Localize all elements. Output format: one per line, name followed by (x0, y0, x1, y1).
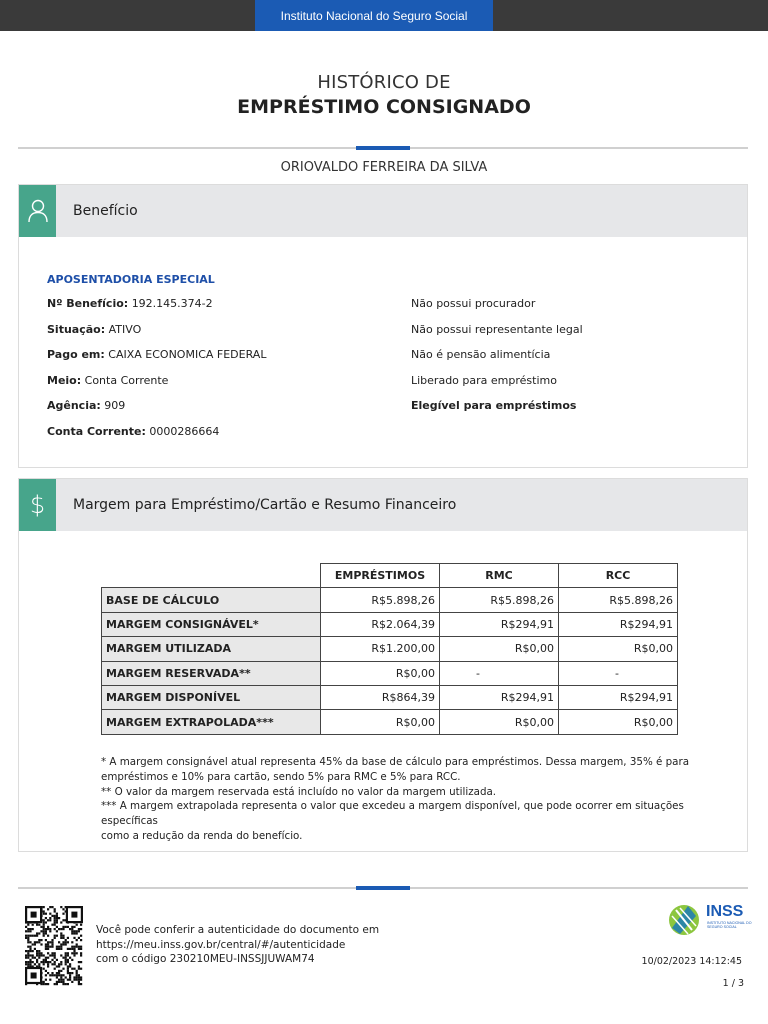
table-row (102, 710, 678, 734)
table-row (102, 685, 678, 709)
beneficio-card-header (19, 185, 747, 237)
field-label: Pago em: (47, 348, 105, 362)
column-header: RMC (440, 564, 559, 588)
cell-emprestimos: R$0,00 (321, 661, 440, 685)
cell-emprestimos: R$864,39 (321, 685, 440, 709)
benefit-details-left (47, 297, 266, 451)
note-line: * A margem consignável atual representa 45% da base de cálculo para empréstimos. Dessa margem, 35% é para (101, 756, 690, 768)
margem-card (18, 478, 748, 852)
cell-rcc: R$0,00 (559, 710, 678, 734)
field-value: 909 (104, 399, 126, 413)
row-label: MARGEM DISPONÍVEL (102, 685, 321, 709)
note-line: empréstimos e 10% para cartão, sendo 5% para RMC e 5% para RCC. (101, 770, 461, 783)
cell-emprestimos: R$1.200,00 (321, 637, 440, 661)
beneficiary-name: ORIOVALDO FERREIRA DA SILVA (280, 160, 488, 175)
field-pago-em (47, 348, 266, 374)
field-value: Conta Corrente (84, 373, 169, 387)
field-numero-beneficio (47, 297, 266, 323)
logo-subtext: INSTITUTO NACIONAL DO SEGURO SOCIAL (707, 921, 752, 930)
cell-emprestimos: R$2.064,39 (321, 612, 440, 636)
page-number: 1 / 3 (722, 978, 744, 989)
margin-table (101, 563, 678, 735)
field-label: Situação: (47, 322, 106, 336)
row-label: MARGEM EXTRAPOLADA*** (102, 710, 321, 734)
status-pensao: Não é pensão alimentícia (411, 348, 551, 362)
institution-banner (255, 0, 493, 31)
authenticity-info (96, 923, 379, 967)
cell-emprestimos: R$5.898,26 (321, 588, 440, 612)
footer-divider-accent (356, 886, 410, 890)
cell-rcc: R$294,91 (559, 612, 678, 636)
person-icon (19, 185, 56, 237)
note-line: ** O valor da margem reservada está incluído no valor da margem utilizada. (101, 785, 497, 798)
field-value: 0000286664 (149, 424, 220, 438)
field-value: 192.145.374-2 (131, 297, 213, 310)
issue-timestamp: 10/02/2023 14:12:45 (641, 956, 742, 967)
column-header: RCC (559, 564, 678, 588)
row-label: MARGEM UTILIZADA (102, 637, 321, 661)
row-label: MARGEM CONSIGNÁVEL* (102, 612, 321, 636)
field-meio (47, 374, 266, 400)
cell-rcc: - (559, 661, 678, 685)
cell-rmc: R$0,00 (440, 637, 559, 661)
table-header-row (102, 564, 678, 588)
qr-code (25, 906, 83, 986)
margem-section-title: Margem para Empréstimo/Cartão e Resumo Financeiro (73, 497, 457, 513)
logo-wordmark: INSS (706, 903, 744, 920)
table-row (102, 661, 678, 685)
row-label: MARGEM RESERVADA** (102, 661, 321, 685)
status-elegivel: Elegível para empréstimos (411, 399, 577, 413)
column-header: EMPRÉSTIMOS (321, 564, 440, 588)
cell-rmc: R$294,91 (440, 612, 559, 636)
cell-rcc: R$5.898,26 (559, 588, 678, 612)
document-title-line1: HISTÓRICO DE (317, 72, 451, 93)
field-label: Meio: (47, 373, 82, 387)
table-row (102, 588, 678, 612)
authenticity-line: Você pode conferir a autenticidade do documento em (96, 924, 380, 936)
table-row (102, 612, 678, 636)
field-agencia (47, 399, 266, 425)
field-value: CAIXA ECONOMICA FEDERAL (108, 348, 267, 362)
cell-rcc: R$0,00 (559, 637, 678, 661)
cell-emprestimos: R$0,00 (321, 710, 440, 734)
benefit-type: APOSENTADORIA ESPECIAL (47, 273, 215, 286)
status-representante: Não possui representante legal (411, 322, 583, 336)
field-label: Nº Benefício: (47, 297, 129, 310)
field-situacao (47, 323, 266, 349)
table-row (102, 637, 678, 661)
header-divider-accent (356, 146, 410, 150)
status-procurador: Não possui procurador (411, 297, 536, 310)
cell-rcc: R$294,91 (559, 685, 678, 709)
cell-rmc: R$0,00 (440, 710, 559, 734)
top-bar (0, 0, 768, 31)
margem-card-header (19, 479, 747, 531)
margin-notes (101, 755, 701, 844)
cell-rmc: R$294,91 (440, 685, 559, 709)
authenticity-code: com o código 230210MEU-INSSJJUWAM74 (96, 953, 315, 965)
document-title-line2: EMPRÉSTIMO CONSIGNADO (237, 96, 531, 118)
authenticity-url[interactable]: https://meu.inss.gov.br/central/#/autenticidade (96, 938, 346, 951)
benefit-details-right (411, 297, 583, 425)
dollar-icon: $ (19, 479, 56, 531)
field-value: ATIVO (108, 322, 142, 336)
field-conta-corrente (47, 425, 266, 451)
note-line: *** A margem extrapolada representa o valor que excedeu a margem disponível, que pode ocorrer em situações específicas (101, 800, 684, 828)
note-line: como a redução da renda do benefício. (101, 829, 303, 842)
row-label: BASE DE CÁLCULO (102, 588, 321, 612)
cell-rmc: - (440, 661, 559, 685)
status-liberado: Liberado para empréstimo (411, 373, 557, 387)
field-label: Agência: (47, 399, 101, 413)
beneficio-section-title: Benefício (73, 203, 138, 219)
field-label: Conta Corrente: (47, 424, 146, 438)
table-corner (102, 564, 321, 588)
inss-logo (666, 900, 758, 940)
cell-rmc: R$5.898,26 (440, 588, 559, 612)
beneficio-card (18, 184, 748, 468)
institution-name: Instituto Nacional do Seguro Social (280, 8, 468, 23)
